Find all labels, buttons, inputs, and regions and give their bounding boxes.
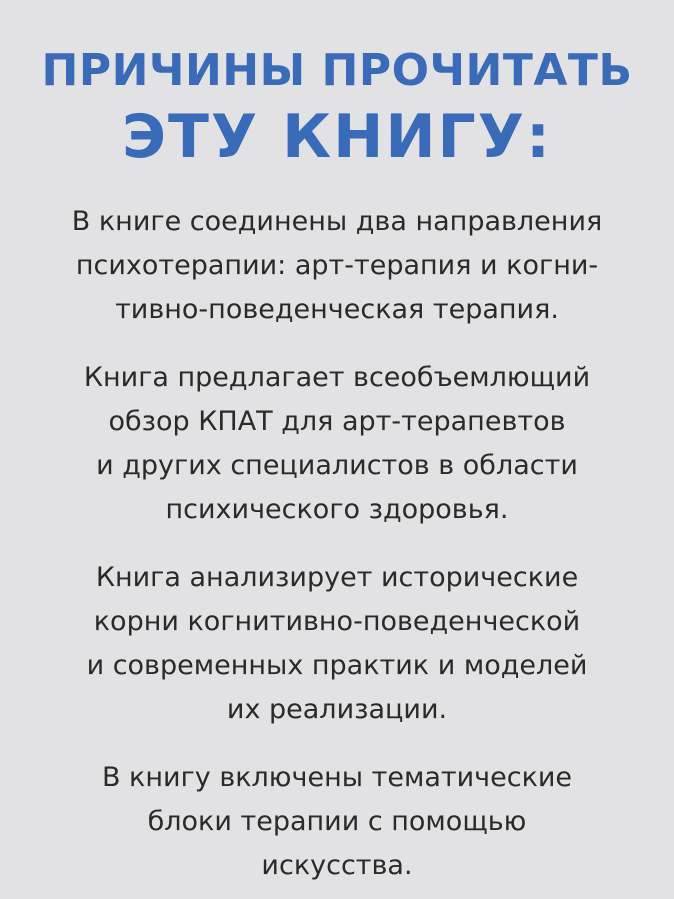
reason-line: психотерапии: арт-терапия и когни- (75, 250, 599, 281)
reason-line: обзор КПАТ для арт-терапевтов (108, 406, 566, 437)
reason-line: блоки терапии с помощью (147, 806, 527, 837)
reason-line: и других специалистов в области (96, 450, 578, 481)
reason-line: В книгу включены тематические (101, 762, 573, 793)
title-line-2: ЭТУ КНИГУ: (121, 102, 553, 172)
reason-paragraph (0, 556, 674, 732)
reason-line: искусства. (261, 850, 413, 881)
reason-line: Книга анализирует исторические (95, 562, 579, 593)
page-title (0, 42, 674, 174)
reason-line: Книга предлагает всеобъемлющий (83, 362, 591, 393)
reason-line: и современных практик и моделей (86, 650, 588, 681)
reason-line: их реализации. (226, 694, 448, 725)
reason-paragraph (0, 200, 674, 332)
title-line-1: ПРИЧИНЫ ПРОЧИТАТЬ (41, 45, 633, 96)
reason-line: тивно-поведенческая терапия. (115, 294, 559, 325)
reason-line: психического здоровья. (165, 494, 509, 525)
reasons-list (0, 200, 674, 888)
reason-line: корни когнитивно-поведенческой (93, 606, 581, 637)
reason-paragraph (0, 756, 674, 888)
reason-line: В книге соединены два направления (71, 206, 603, 237)
reason-paragraph (0, 356, 674, 532)
